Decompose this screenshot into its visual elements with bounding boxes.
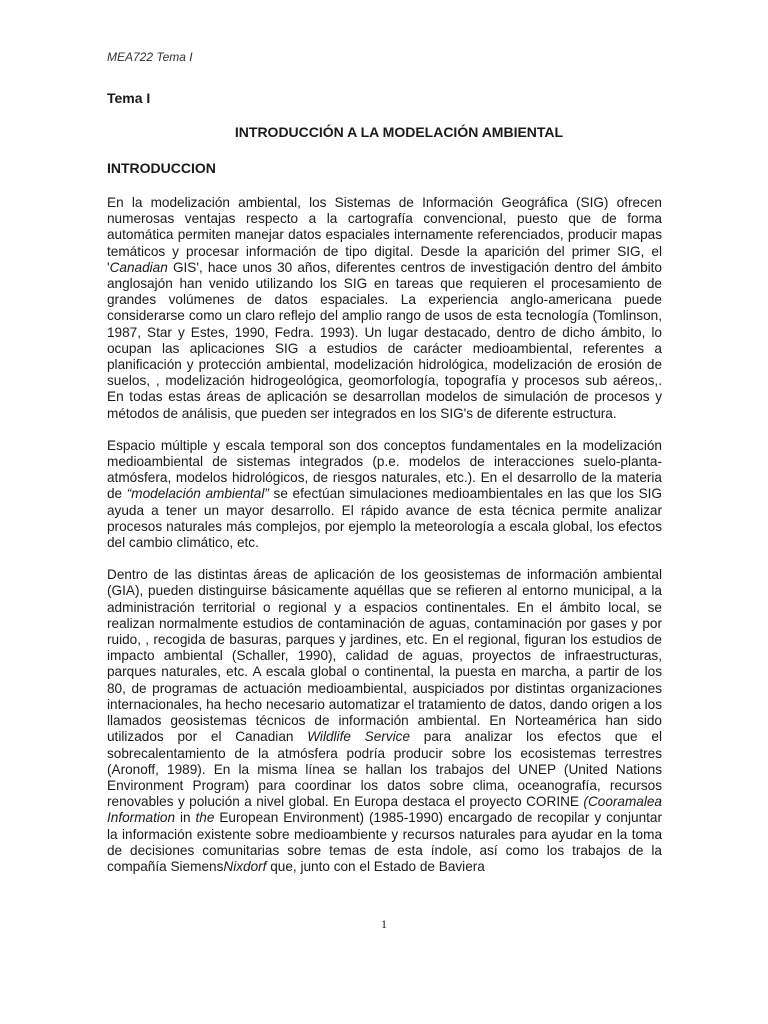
document-body [107, 195, 662, 891]
section-heading: INTRODUCCION [107, 160, 216, 176]
paragraph-3: Dentro de las distintas áreas de aplicación de los geosistemas de información ambiental (GIA), pueden distinguirse básicamente aquéllas que se refieren al entorno municipal, a la administración territorial o regional y a espacios continentales. En el ámbito local, se realizan normalmente estudios de contaminación de aguas, contaminación por gases y por ruido, , recogida de basuras, parques y jardines, etc. En el regional, figuran los estudios de impacto ambiental (Schaller, 1990), calidad de aguas, proyectos de infraestructuras, parques naturales, etc. A escala global o continental, la puesta en marcha, a partir de los 80, de programas de actuación medioambiental, auspiciados por distintas organizaciones internacionales, ha hecho necesario automatizar el tratamiento de datos, dando origen a los llamados geosistemas técnicos de información ambiental. En Norteamérica han sido utilizados por el Canadian Wildlife Service para analizar los efectos que el sobrecalentamiento de la atmósfera podría producir sobre los ecosistemas terrestres (Aronoff, 1989). En la misma línea se hallan los trabajos del UNEP (United Nations Environment Program) para coordinar los datos sobre clima, oceanografía, recursos renovables y polución a nivel global. En Europa destaca el proyecto CORINE (Cooramalea Information in the European Environment) (1985-1990) encargado de recopilar y conjuntar la información existente sobre medioambiente y recursos naturales para ayudar en la toma de decisiones comunitarias sobre temas de esta índole, así como los trabajos de la compañía SiemensNixdorf que, junto con el Estado de Baviera [107, 567, 662, 874]
paragraph-1: En la modelización ambiental, los Sistemas de Información Geográfica (SIG) ofrecen numerosas ventajas respecto a la cartografía convencional, puesto que de forma automática permiten manejar datos espaciales internamente referenciados, producir mapas temáticos y procesar información de tipo digital. Desde la aparición del primer SIG, el 'Canadian GIS', hace unos 30 años, diferentes centros de investigación dentro del ámbito anglosajón han venido utilizando los SIG en tareas que requieren el procesamiento de grandes volúmenes de datos espaciales. La experiencia anglo-americana puede considerarse como un claro reflejo del amplio rango de usos de esta tecnología (Tomlinson, 1987, Star y Estes, 1990, Fedra. 1993). Un lugar destacado, dentro de dicho ámbito, lo ocupan las aplicaciones SIG a estudios de carácter medioambiental, referentes a planificación y protección ambiental, modelización hidrológica, modelización de erosión de suelos, , modelización hidrogeológica, geomorfología, topografía y procesos sub aéreos,. En todas estas áreas de aplicación se desarrollan modelos de simulación de procesos y métodos de análisis, que pueden ser integrados en los SIG's de diferente estructura. [107, 195, 662, 421]
chapter-label: Tema I [107, 90, 151, 106]
page-number: 1 [381, 917, 387, 931]
document-title: INTRODUCCIÓN A LA MODELACIÓN AMBIENTAL [234, 124, 564, 140]
paragraph-2: Espacio múltiple y escala temporal son dos conceptos fundamentales en la modelización medioambiental de sistemas integrados (p.e. modelos de interacciones suelo-planta-atmósfera, modelos hidrológicos, de riesgos naturales, etc.). En el desarrollo de la materia de “modelación ambiental” se efectúan simulaciones medioambientales en las que los SIG ayuda a tener un mayor desarrollo. El rápido avance de esta técnica permite analizar procesos naturales más complejos, por ejemplo la meteorología a escala global, los efectos del cambio climático, etc. [107, 437, 663, 551]
running-header: MEA722 Tema I [107, 50, 193, 64]
